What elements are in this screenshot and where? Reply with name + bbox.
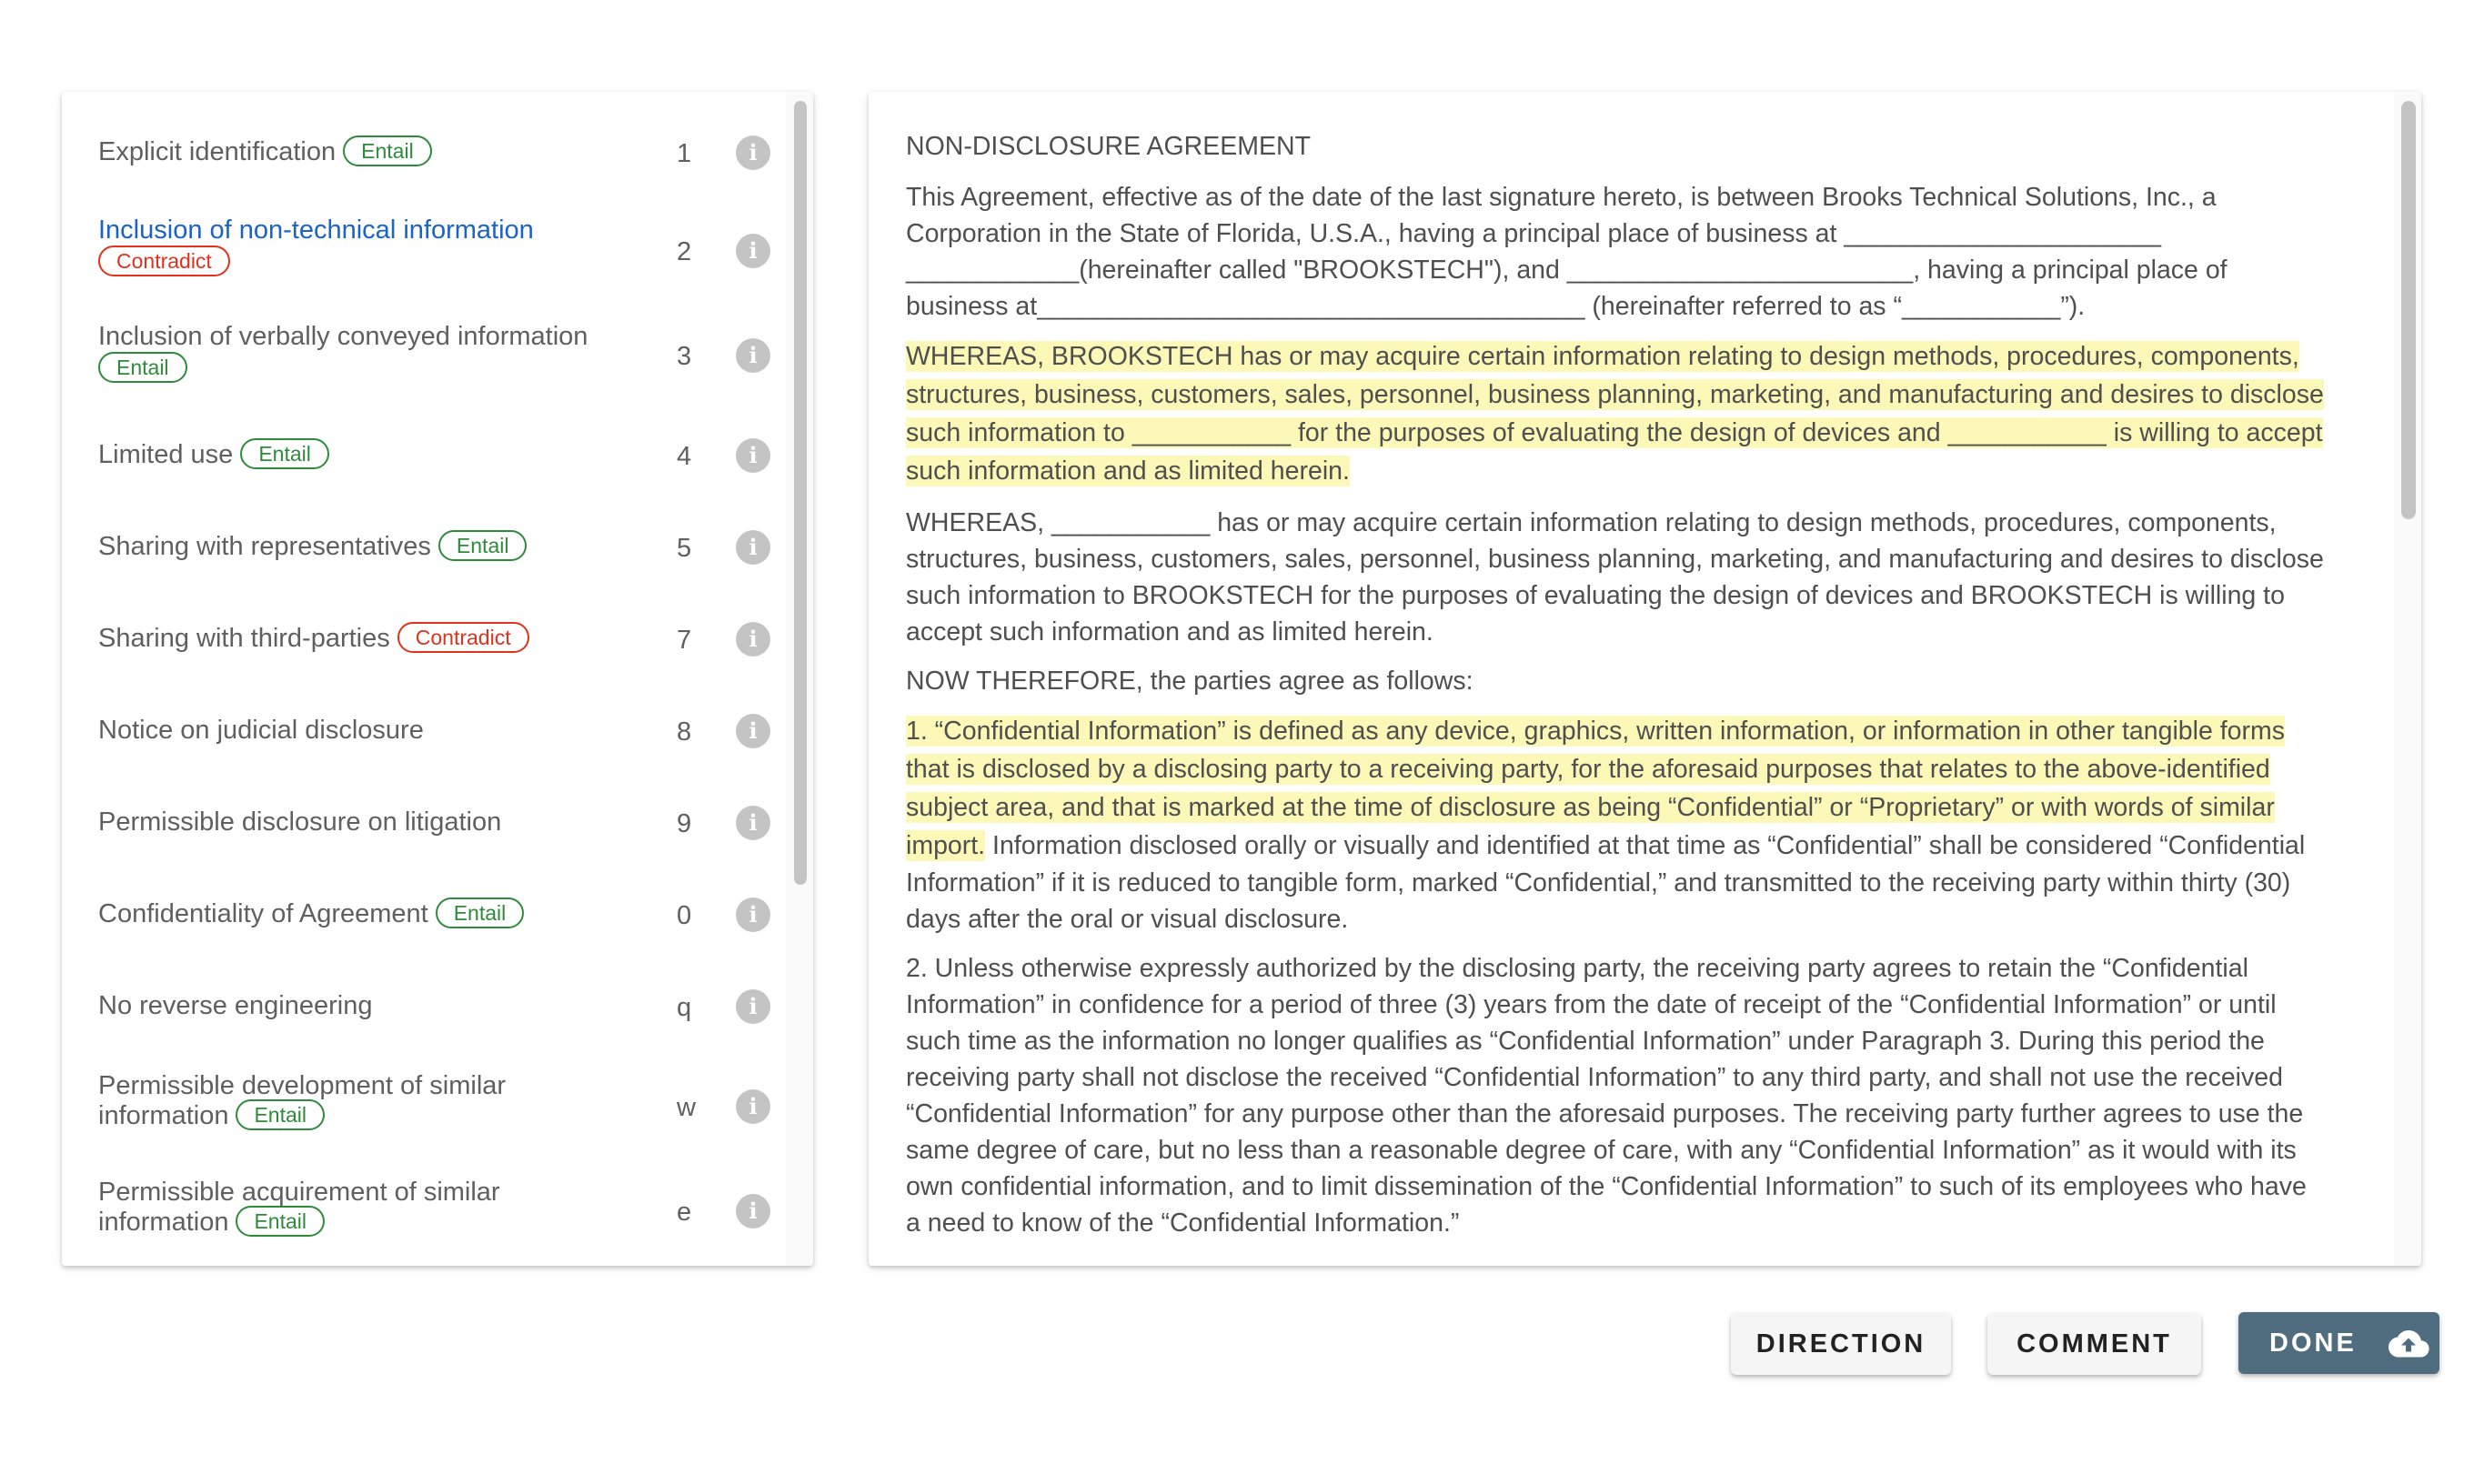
direction-button[interactable]: DIRECTION xyxy=(1731,1313,1951,1375)
document-scrollbar-thumb[interactable] xyxy=(2401,101,2416,519)
info-icon[interactable]: i xyxy=(736,897,770,932)
label-name: Permissible disclosure on litigation xyxy=(98,807,502,837)
document-content xyxy=(906,128,2325,1254)
label-name: Notice on judicial disclosure xyxy=(98,716,424,745)
label-list-scrollbar-thumb[interactable] xyxy=(794,101,807,885)
document-paragraph: NOW THEREFORE, the parties agree as follows: xyxy=(906,667,1473,696)
label-name: Confidentiality of Agreement xyxy=(98,899,428,928)
document-paragraph xyxy=(906,337,2325,490)
done-button[interactable] xyxy=(2238,1312,2439,1374)
document-title: NON-DISCLOSURE AGREEMENT xyxy=(906,132,1311,161)
label-item-sharing-with-third-parties[interactable] xyxy=(98,622,780,677)
cloud-upload-icon xyxy=(2388,1328,2429,1359)
label-item-no-reverse-engineering[interactable] xyxy=(98,989,780,1044)
label-item-verbally-conveyed-information[interactable] xyxy=(98,320,780,393)
label-name: Limited use xyxy=(98,440,234,469)
label-item-permissible-development[interactable] xyxy=(98,1069,780,1142)
comment-button[interactable]: COMMENT xyxy=(1987,1313,2201,1375)
entail-badge: Entail xyxy=(438,530,528,561)
label-name: Sharing with third-parties xyxy=(98,624,390,653)
label-item-confidentiality-of-agreement[interactable] xyxy=(98,897,780,952)
document-paragraph: WHEREAS, ___________ has or may acquire certain information relating to design methods, procedures, components, structures, business, customers, sales, personnel, business planning, marketing, and manufacturing and desires to disclose such information to BROOKSTECH for the purposes of evaluating the design of devices and BROOKSTECH is willing to accept such information and as limited herein. xyxy=(906,508,2324,647)
info-icon[interactable]: i xyxy=(736,338,770,373)
label-item-permissible-acquirement[interactable] xyxy=(98,1176,780,1248)
entail-badge: Entail xyxy=(98,352,187,383)
document-paragraph xyxy=(906,712,2325,938)
shortcut-key: 9 xyxy=(677,809,692,838)
shortcut-key: 7 xyxy=(677,626,692,655)
label-item-sharing-with-representatives[interactable] xyxy=(98,530,780,585)
shortcut-key: w xyxy=(677,1093,696,1122)
document-panel xyxy=(869,92,2421,1266)
shortcut-key: 4 xyxy=(677,442,692,471)
info-icon[interactable]: i xyxy=(736,530,770,565)
document-paragraph: This Agreement, effective as of the date of the last signature hereto, is between Brooks Technical Solutions, Inc., a Corporation in the State of Florida, U.S.A., having a principal place of business at ______________________ ____________(hereinafter called "BROOKSTECH"), and ________________________, having a principal place of business at______________________________________ (hereinafter referred to as “___________”). xyxy=(906,183,2228,321)
document-paragraph: 2. Unless otherwise expressly authorized by the disclosing party, the receiving party agrees to retain the “Confidential Information” in confidence for a period of three (3) years from the date of receipt of the “Confidential Information” or until such time as the information no longer qualifies as “Confidential Information” under Paragraph 3. During this period the receiving party shall not disclose the received “Confidential Information” to any third party, and shall not use the received “Confidential Information” for any purpose other than the aforesaid purposes. The receiving party further agrees to use the same degree of care, but no less than a reasonable degree of care, with any “Confidential Information” as it would with its own confidential information, and to limit dissemination of the “Confidential Information” to such of its employees who have a need to know of the “Confidential Information.” xyxy=(906,954,2307,1238)
label-name: No reverse engineering xyxy=(98,991,373,1020)
label-name: Sharing with representatives xyxy=(98,532,431,561)
label-name: Inclusion of verbally conveyed information xyxy=(98,322,588,351)
document-text: Information disclosed orally or visually and identified at that time as “Confidential” shall be considered “Confidential Information” if it is reduced to tangible form, marked “Confidential,” and transmitted to the receiving party within thirty (30) days after the oral or visual disclosure. xyxy=(906,831,2306,934)
shortcut-key: q xyxy=(677,993,692,1022)
shortcut-key: e xyxy=(677,1198,692,1227)
label-item-limited-use[interactable] xyxy=(98,438,780,493)
info-icon[interactable]: i xyxy=(736,1194,770,1228)
done-button-label: DONE xyxy=(2269,1328,2357,1358)
label-item-notice-on-judicial-disclosure[interactable] xyxy=(98,714,780,768)
label-item-explicit-identification[interactable] xyxy=(98,135,780,190)
shortcut-key: 2 xyxy=(677,237,692,266)
info-icon[interactable]: i xyxy=(736,806,770,840)
label-name: Permissible acquirement of similar information xyxy=(98,1178,500,1237)
contradict-badge: Contradict xyxy=(397,622,529,653)
info-icon[interactable]: i xyxy=(736,234,770,268)
info-icon[interactable]: i xyxy=(736,135,770,170)
entail-badge: Entail xyxy=(236,1099,325,1130)
label-name: Inclusion of non-technical information xyxy=(98,216,534,245)
entail-badge: Entail xyxy=(343,135,432,166)
info-icon[interactable]: i xyxy=(736,989,770,1024)
label-name: Permissible development of similar information xyxy=(98,1071,507,1130)
label-name: Explicit identification xyxy=(98,137,337,166)
shortcut-key: 8 xyxy=(677,717,692,747)
entail-badge: Entail xyxy=(436,897,525,928)
info-icon[interactable]: i xyxy=(736,622,770,657)
label-list-panel xyxy=(62,92,813,1266)
label-item-permissible-disclosure-on-litigation[interactable] xyxy=(98,806,780,860)
shortcut-key: 0 xyxy=(677,901,692,930)
shortcut-key: 5 xyxy=(677,534,692,563)
label-item-non-technical-information[interactable] xyxy=(98,214,780,286)
info-icon[interactable]: i xyxy=(736,438,770,473)
info-icon[interactable]: i xyxy=(736,714,770,748)
highlighted-span[interactable]: 1. “Confidential Information” is defined as any device, graphics, written information, or information in other tangible forms that is disclosed by a disclosing party to a receiving party, for the aforesaid purposes that relates to the above-identified subject area, and that is marked at the time of disclosure as being “Confidential” or “Proprietary” or with words of similar import. xyxy=(906,717,2285,860)
contradict-badge: Contradict xyxy=(98,246,230,276)
shortcut-key: 3 xyxy=(677,342,692,371)
shortcut-key: 1 xyxy=(677,139,692,168)
entail-badge: Entail xyxy=(236,1206,325,1237)
info-icon[interactable]: i xyxy=(736,1089,770,1124)
highlighted-span[interactable]: WHEREAS, BROOKSTECH has or may acquire certain information relating to design methods, procedures, components, structures, business, customers, sales, personnel, business planning, marketing, and manufacturing and desires to disclose such information to ___________ for the purposes of evaluating the design of devices and ___________ is willing to accept such information and as limited herein. xyxy=(906,342,2324,486)
entail-badge: Entail xyxy=(240,438,329,469)
